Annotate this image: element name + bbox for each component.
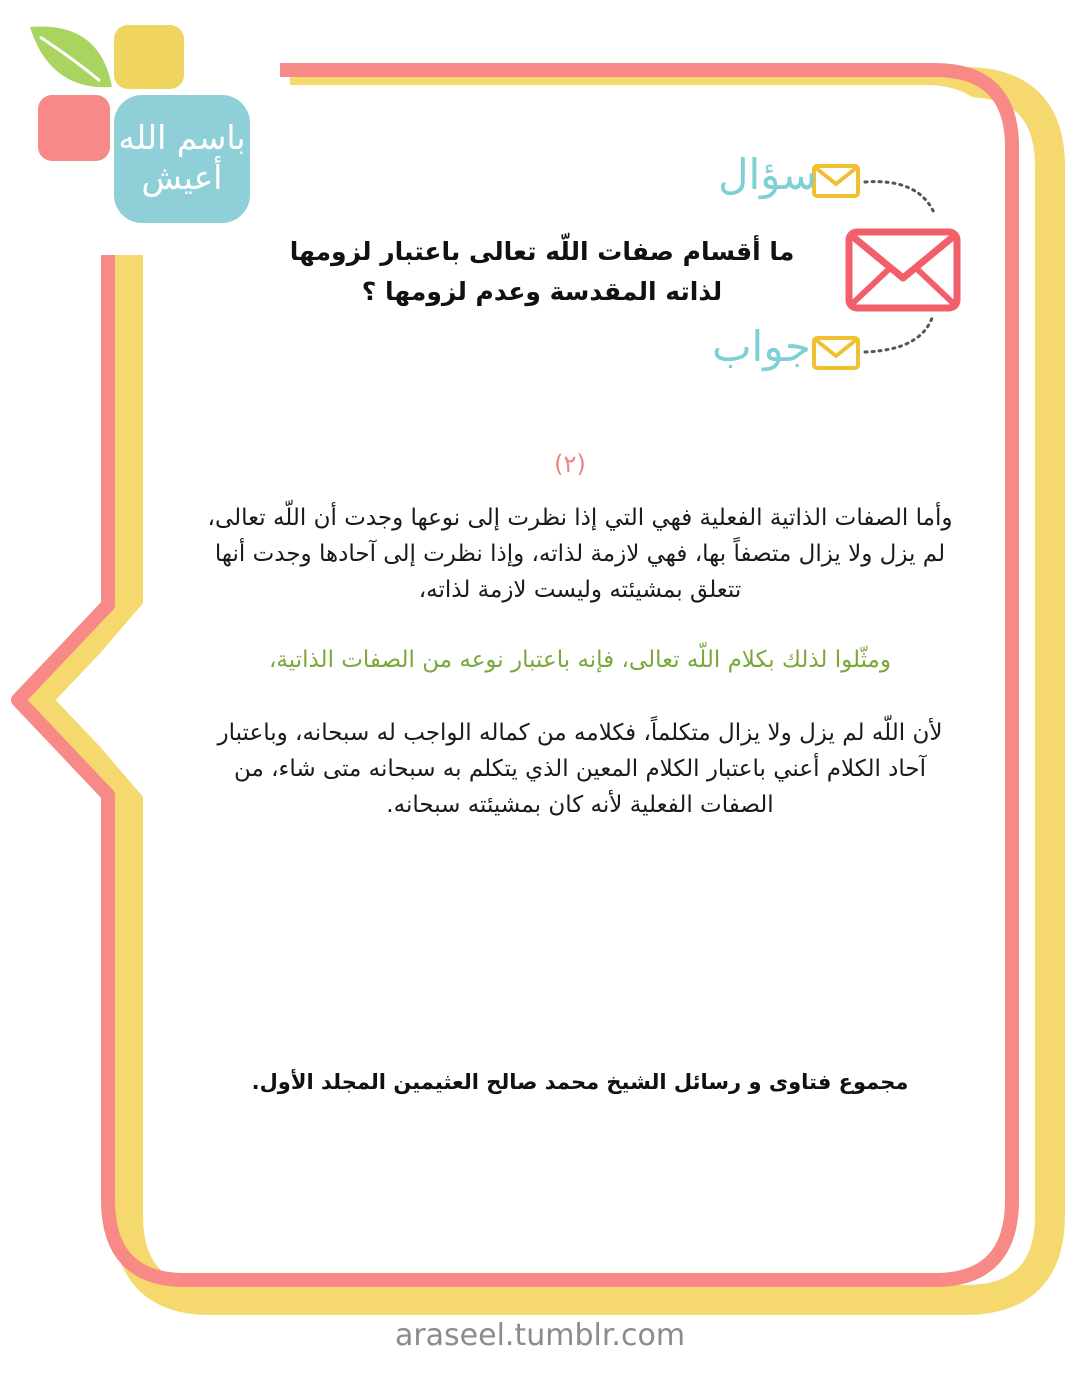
- answer-label: جواب: [712, 322, 811, 371]
- envelope-icon: [849, 232, 957, 308]
- logo-line-1: باسم الله: [118, 118, 246, 157]
- source-citation: مجموع فتاوى و رسائل الشيخ محمد صالح العثيمين المجلد الأول.: [251, 1070, 909, 1094]
- question-line-1: ما أقسام صفات اللّه تعالى باعتبار لزومها: [289, 237, 795, 266]
- pink-square: [38, 95, 110, 161]
- question-line-2: لذاته المقدسة وعدم لزومها ؟: [361, 277, 723, 306]
- yellow-square: [114, 25, 184, 89]
- question-label: سؤال: [718, 150, 818, 199]
- part-number: (٢): [554, 450, 586, 478]
- logo-text: [112, 118, 252, 198]
- envelope-icon: [814, 166, 858, 196]
- logo-line-2: أعيش: [141, 158, 223, 197]
- answer-paragraph-2: ومثّلوا لذلك بكلام اللّه تعالى، فإنه باعتبار نوعه من الصفات الذاتية،: [269, 647, 891, 673]
- envelope-icon: [814, 338, 858, 368]
- footer-url[interactable]: araseel.tumblr.com: [394, 1318, 686, 1353]
- answer-paragraph-3: لأن اللّه لم يزل ولا يزال متكلماً، فكلامه من كماله الواجب له سبحانه، وباعتبار آحاد الكلام أعني باعتبار الكلام المعين الذي يتكلم به سبحانه متى شاء، من الصفات الفعلية لأنه كان بمشيئته سبحانه.: [217, 720, 943, 818]
- answer-paragraph-1: وأما الصفات الذاتية الفعلية فهي التي إذا نظرت إلى نوعها وجدت أن اللّه تعالى، لم يزل ولا يزال متصفاً بها، فهي لازمة لذاته، وإذا نظرت إلى آحادها وجدت أنها تتعلق بمشيئته وليست لازمة لذاته،: [207, 505, 953, 603]
- question-text: [268, 232, 816, 312]
